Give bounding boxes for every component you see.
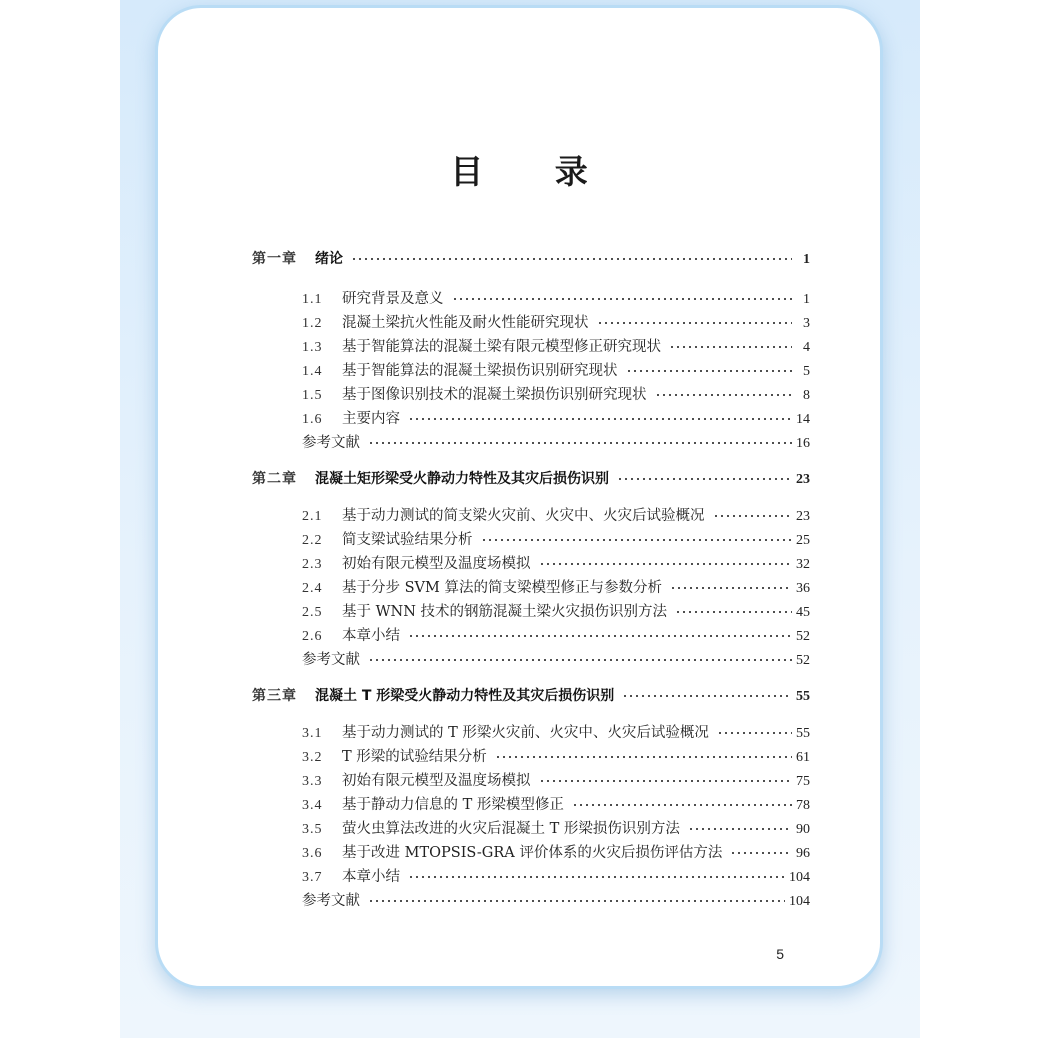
toc-leader [495,748,792,763]
toc-number: 3.4 [302,798,323,813]
toc-page: 4 [803,340,810,355]
toc-entry[interactable] [302,311,810,332]
toc-number: 3.7 [302,870,323,885]
toc-entry[interactable] [302,769,810,790]
toc-leader [539,555,793,570]
toc-page: 14 [796,412,810,427]
toc-page: 75 [796,774,810,789]
toc-text: 萤火虫算法改进的火灾后混凝土 T 形梁损伤识别方法 [342,821,680,837]
toc-text: 基于改进 MTOPSIS-GRA 评价体系的火灾后损伤评估方法 [342,845,723,861]
toc-page: 52 [796,653,810,668]
toc-entry[interactable] [302,721,810,742]
toc-text: 主要内容 [342,411,400,427]
toc-leader [368,651,792,666]
toc-number: 3.2 [302,750,323,765]
toc-leader [713,507,793,522]
toc-text: 混凝土矩形梁受火静动力特性及其灾后损伤识别 [315,471,609,487]
toc-number: 1.2 [302,316,323,331]
toc-leader [669,338,792,353]
toc-text: 参考文献 [302,652,360,668]
toc-number: 1.3 [302,340,323,355]
toc-chapter-2[interactable] [252,468,810,488]
toc-leader [408,868,785,883]
toc-page: 8 [803,388,810,403]
toc-page: 5 [803,364,810,379]
toc-leader [572,796,792,811]
toc-text: 简支梁试验结果分析 [342,532,473,548]
toc-text: 初始有限元模型及温度场模拟 [342,773,531,789]
toc-leader [670,579,792,594]
toc-entry[interactable] [302,407,810,428]
toc-page: 32 [796,557,810,572]
toc-entry[interactable] [302,576,810,597]
toc-number: 第一章 [252,251,297,267]
page-title: 目 录 [450,152,618,191]
toc-entry[interactable] [302,335,810,356]
toc-number: 3.5 [302,822,323,837]
toc-leader [597,314,793,329]
toc-text: 参考文献 [302,893,360,909]
toc-entry[interactable] [302,865,810,886]
table-of-contents [158,8,880,986]
toc-leader [675,603,792,618]
toc-number: 3.3 [302,774,323,789]
toc-page: 104 [789,870,810,885]
toc-page: 16 [796,436,810,451]
toc-text: 初始有限元模型及温度场模拟 [342,556,531,572]
toc-leader [622,688,792,702]
toc-text: 混凝土梁抗火性能及耐火性能研究现状 [342,315,589,331]
toc-page: 90 [796,822,810,837]
toc-text: 参考文献 [302,435,360,451]
toc-page: 1 [803,252,810,267]
toc-entry[interactable] [302,383,810,404]
toc-entry[interactable] [302,552,810,573]
toc-leader [481,531,793,546]
toc-number: 2.1 [302,509,323,524]
toc-number: 1.1 [302,292,323,307]
toc-page: 36 [796,581,810,596]
toc-entry[interactable] [302,528,810,549]
toc-number: 第三章 [252,688,297,704]
toc-leader [368,892,785,907]
toc-entry[interactable] [302,600,810,621]
toc-text: 基于静动力信息的 T 形梁模型修正 [342,797,564,813]
toc-leader [539,772,793,787]
toc-chapter-3[interactable] [252,685,810,705]
toc-entry[interactable] [302,817,810,838]
toc-entry[interactable] [302,745,810,766]
toc-page: 3 [803,316,810,331]
toc-number: 1.4 [302,364,323,379]
toc-chapter-1[interactable] [252,248,810,268]
toc-entry[interactable] [302,287,810,308]
toc-leader [626,362,793,377]
toc-entry[interactable] [302,359,810,380]
toc-page: 23 [796,472,810,487]
toc-leader [351,251,792,265]
toc-number: 2.5 [302,605,323,620]
toc-page: 61 [796,750,810,765]
toc-number: 2.4 [302,581,323,596]
toc-page: 55 [796,726,810,741]
toc-page: 25 [796,533,810,548]
toc-text: 绪论 [315,251,343,267]
toc-leader [730,844,792,859]
toc-text: 基于 WNN 技术的钢筋混凝土梁火灾损伤识别方法 [342,604,667,620]
toc-text: 本章小结 [342,628,400,644]
toc-number: 2.6 [302,629,323,644]
toc-number: 3.1 [302,726,323,741]
toc-leader [408,410,792,425]
toc-number: 1.6 [302,412,323,427]
document-page [155,5,883,989]
toc-entry[interactable] [302,624,810,645]
toc-page: 52 [796,629,810,644]
toc-leader [617,471,792,485]
toc-leader [368,434,792,449]
toc-page: 23 [796,509,810,524]
toc-page: 78 [796,798,810,813]
toc-number: 1.5 [302,388,323,403]
toc-page: 96 [796,846,810,861]
toc-number: 第二章 [252,471,297,487]
toc-text: 基于图像识别技术的混凝土梁损伤识别研究现状 [342,387,647,403]
toc-leader [717,724,792,739]
toc-leader [655,386,793,401]
toc-text: 基于动力测试的 T 形梁火灾前、火灾中、火灾后试验概况 [342,725,709,741]
toc-entry[interactable] [302,504,810,525]
page-number: 5 [776,946,784,962]
toc-text: 基于分步 SVM 算法的简支梁模型修正与参数分析 [342,580,662,596]
toc-references[interactable] [302,648,810,669]
toc-text: 研究背景及意义 [342,291,444,307]
toc-page: 1 [803,292,810,307]
toc-page: 55 [796,689,810,704]
toc-references[interactable] [302,431,810,452]
toc-text: 混凝土 T 形梁受火静动力特性及其灾后损伤识别 [315,688,615,704]
toc-number: 2.2 [302,533,323,548]
toc-page: 45 [796,605,810,620]
toc-text: 基于动力测试的简支梁火灾前、火灾中、火灾后试验概况 [342,508,705,524]
toc-number: 2.3 [302,557,323,572]
toc-leader [452,290,793,305]
toc-page: 104 [789,894,810,909]
toc-leader [688,820,792,835]
toc-text: T 形梁的试验结果分析 [342,749,487,765]
toc-number: 3.6 [302,846,323,861]
toc-text: 本章小结 [342,869,400,885]
toc-entry[interactable] [302,841,810,862]
toc-text: 基于智能算法的混凝土梁损伤识别研究现状 [342,363,618,379]
toc-leader [408,627,792,642]
toc-references[interactable] [302,889,810,910]
toc-entry[interactable] [302,793,810,814]
toc-text: 基于智能算法的混凝土梁有限元模型修正研究现状 [342,339,661,355]
